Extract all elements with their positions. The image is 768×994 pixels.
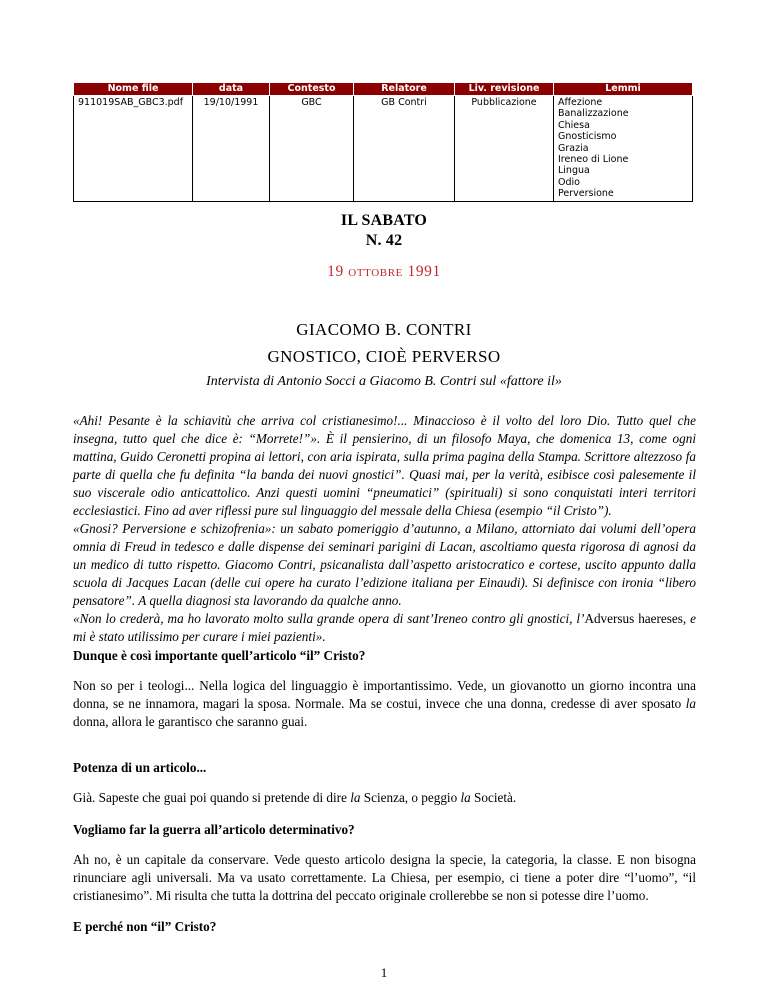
- metadata-header-row: [74, 83, 693, 96]
- intro-text-2: «Gnosi? Perversione e schizofrenia»: un sabato pomeriggio d’autunno, a Milano, attorniato dai volumi dell’opera omnia di Freud in tedesco e dalle dispense dei seminari parigini di Lacan, ascoltiamo questa rigorosa di agnosi da un medico di tutto rispetto. Giacomo Contri, psicanalista dall’aspetto aristocratico e cortese, uscito appunto dalla scuola di Jacques Lacan (delle cui opere ha curato l’edizione italiana per Einaudi). Si definisce con ironia “libero pensatore”. A quella diagnosi sta lavorando da qualche anno.: [73, 521, 696, 608]
- lemma: Gnosticismo: [558, 131, 617, 143]
- question-1: Dunque è così importante quell’articolo “il” Cristo?: [73, 648, 366, 663]
- publication-name: IL SABATO: [340, 212, 428, 229]
- metadata-table: [73, 82, 693, 202]
- intro-paragraph: [73, 412, 696, 646]
- intro-text-3: «Non lo crederà, ma ho lavorato molto sulla grande opera di sant’Ireneo contro gli gnostici, l’: [73, 611, 585, 626]
- article-title: GNOSTICO, CIOÈ PERVERSO: [267, 347, 501, 366]
- answer-2-emphasis-2: la: [460, 790, 471, 805]
- lemma: Affezione: [558, 97, 603, 108]
- cell-revision: Pubblicazione: [455, 96, 554, 202]
- header-file: Nome file: [74, 83, 193, 96]
- book-title: Adversus haereses: [584, 611, 683, 626]
- cell-speaker: GB Contri: [354, 96, 455, 202]
- lemma: Grazia: [558, 142, 589, 154]
- intro-text-3-end: , e mi è stato utilissimo per curare i miei pazienti».: [73, 611, 697, 644]
- intro-text-1: «Ahi! Pesante è la schiavitù che arriva col cristianesimo!... Minaccioso è il volto del loro Dio. Tutto quel che insegna, tutto quel che dice è: “Morrete!”». È il pensierino, di un filosofo Maya, che domenica 13, come ogni mattina, Guido Ceronetti propina ai lettori, con aria ispirata, sulla prima pagina della Stampa. Scrittore altezzoso fa parte di quella che fu definita “la banda dei nuovi gnostici”. Quasi mai, per la verità, esibisce così palesemente il suo viscerale odio anticattolico. Anzi questi uomini “pneumatici” (spirituali) si sono conquistati interi territori ecclesiastici. Fino ad aver riflessi pure sul linguaggio del messale della Chiesa (esempio “il Cristo”).: [73, 413, 696, 518]
- answer-2-emphasis: la: [350, 790, 361, 805]
- answer-2-text: Già. Sapeste che guai poi quando si pretende di dire: [73, 790, 351, 805]
- publication-date: 19 ottobre 1991: [327, 263, 441, 280]
- cell-context: GBC: [270, 96, 354, 202]
- cell-file: 911019SAB_GBC3.pdf: [74, 96, 193, 202]
- lemma: Ireneo di Lione: [558, 154, 629, 166]
- cell-lemmi: [554, 96, 693, 202]
- answer-2-text-end: Società.: [470, 790, 517, 805]
- lemma: Chiesa: [558, 119, 590, 131]
- answer-1-text: Non so per i teologi... Nella logica del linguaggio è importantissimo. Vede, un giovanotto un giorno incontra una donna, se ne innamora, magari la sposa. Normale. Ma se costui, invece che una donna, credesse di aver sposato: [73, 678, 696, 711]
- header-context: Contesto: [270, 83, 354, 96]
- article-author: GIACOMO B. CONTRI: [296, 320, 472, 339]
- answer-1: [73, 677, 696, 731]
- answer-2-text-mid: Scienza, o peggio: [360, 790, 461, 805]
- header-revision: Liv. revisione: [455, 83, 554, 96]
- header-lemmi: Lemmi: [554, 83, 693, 96]
- cell-date: 19/10/1991: [193, 96, 270, 202]
- question-3: Vogliamo far la guerra all’articolo determinativo?: [73, 822, 355, 837]
- publication-number: N. 42: [365, 232, 403, 249]
- lemma: Odio: [558, 176, 580, 188]
- header-speaker: Relatore: [354, 83, 455, 96]
- question-4: E perché non “il” Cristo?: [73, 919, 217, 934]
- answer-3: Ah no, è un capitale da conservare. Vede questo articolo designa la specie, la categoria, la classe. E non bisogna rinunciare agli universali. Ma va usato correttamente. La Chiesa, per esempio, ci tiene a poter dire “l’uomo”, “il cristianesimo”. Mi risulta che tutta la dottrina del peccato originale crollerebbe se non si potesse dire l’uomo.: [73, 852, 696, 903]
- lemma: Banalizzazione: [558, 108, 629, 120]
- lemma: Perversione: [558, 188, 614, 200]
- answer-2: [73, 789, 696, 807]
- header-date: data: [193, 83, 270, 96]
- answer-1-text-end: donna, allora le garantisco che saranno guai.: [73, 714, 308, 729]
- lemma: Lingua: [558, 165, 590, 177]
- question-2: Potenza di un articolo...: [73, 760, 207, 775]
- article-subtitle: Intervista di Antonio Socci a Giacomo B. Contri sul «fattore il»: [206, 374, 562, 389]
- answer-1-emphasis: la: [685, 696, 696, 711]
- page-number: 1: [380, 965, 388, 980]
- metadata-row: [74, 96, 693, 202]
